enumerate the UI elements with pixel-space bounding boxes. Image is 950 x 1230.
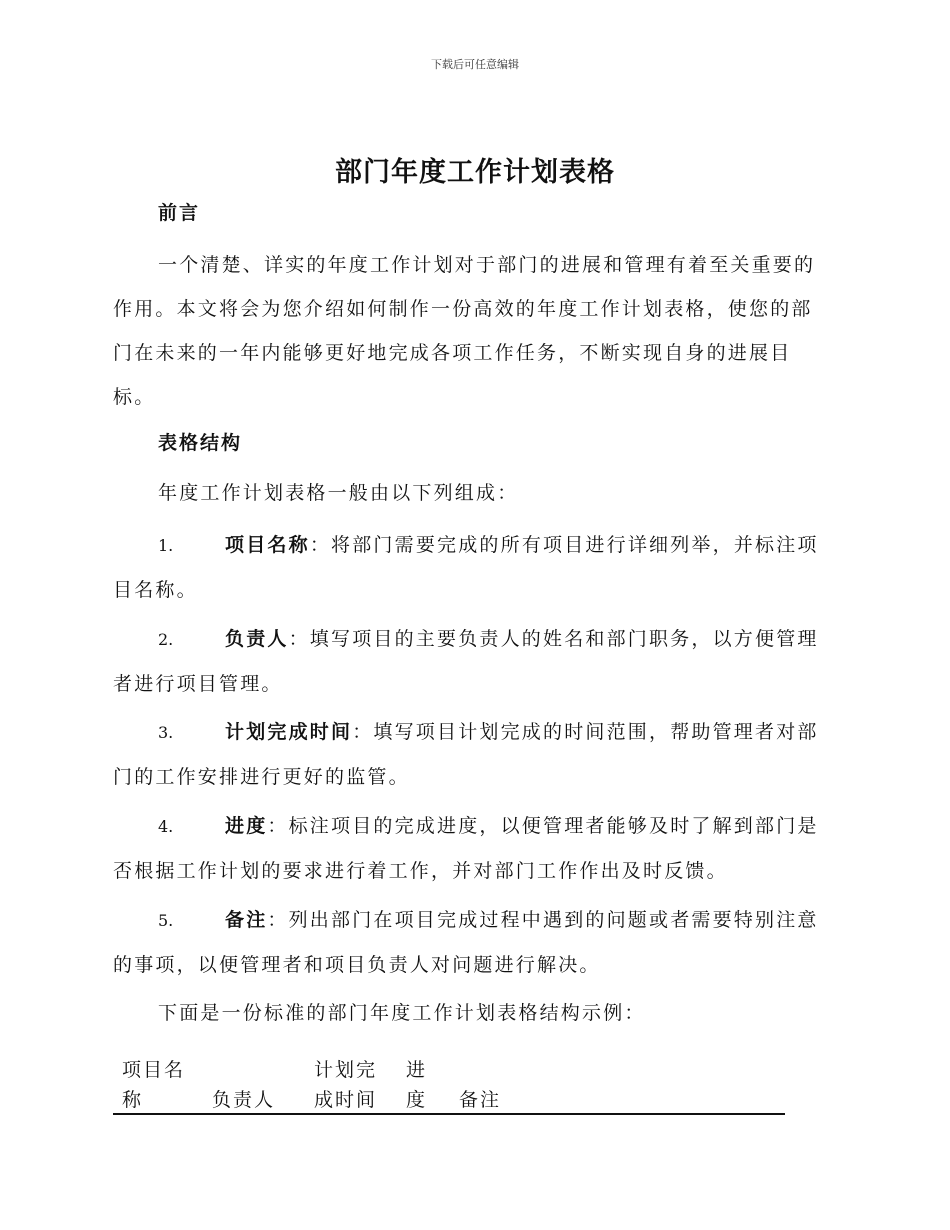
preface-paragraph: 一个清楚、详实的年度工作计划对于部门的进展和管理有着至关重要的作用。本文将会为您介绍如何制作一份高效的年度工作计划表格，使您的部门在未来的一年内能够更好地完成各项工作任务，不断实现自身的进展目标。: [113, 254, 816, 408]
list-desc: ：将部门需要完成的所有项目进行详细列举，并标注项目名称。: [113, 534, 819, 601]
list-item-remarks: [113, 898, 833, 987]
list-term: 进度: [225, 815, 268, 837]
list-desc: ：列出部门在项目完成过程中遇到的问题或者需要特别注意的事项，以便管理者和项目负责人对问题进行解决。: [113, 909, 819, 976]
table-header-remarks: 备注: [459, 1089, 502, 1111]
example-intro: 下面是一份标准的部门年度工作计划表格结构示例：: [158, 1002, 646, 1024]
list-term: 备注: [225, 909, 268, 931]
list-number: 2.: [158, 630, 174, 649]
list-item-progress: [113, 804, 833, 893]
list-item-project-name: [113, 523, 833, 612]
list-item-planned-time: [113, 710, 833, 799]
list-desc: ：标注项目的完成进度，以便管理者能够及时了解到部门是否根据工作计划的要求进行着工作，并对部门工作作出及时反馈。: [113, 815, 819, 882]
example-table-header: [113, 1053, 785, 1115]
list-item-owner: [113, 617, 833, 706]
structure-intro: 年度工作计划表格一般由以下列组成：: [158, 482, 519, 504]
table-header-progress: 进 度: [406, 1059, 428, 1111]
list-number: 5.: [158, 911, 174, 930]
table-header-project-name: 项目名 称: [122, 1059, 186, 1111]
list-term: 项目名称: [225, 534, 310, 556]
list-term: 计划完成时间: [225, 721, 353, 743]
document-title: 部门年度工作计划表格: [335, 157, 615, 188]
list-desc: ：填写项目计划完成的时间范围，帮助管理者对部门的工作安排进行更好的监管。: [113, 721, 819, 788]
page-header: 下载后可任意编辑: [431, 58, 519, 71]
list-number: 4.: [158, 817, 174, 836]
structure-heading: 表格结构: [158, 432, 243, 454]
list-desc: ：填写项目的主要负责人的姓名和部门职务，以方便管理者进行项目管理。: [113, 628, 819, 695]
preface-heading: 前言: [158, 202, 201, 224]
list-number: 1.: [158, 536, 174, 555]
list-term: 负责人: [225, 628, 289, 650]
list-number: 3.: [158, 723, 174, 742]
table-header-planned-time: 计划完 成时间: [314, 1059, 378, 1111]
table-header-owner: 负责人: [212, 1089, 276, 1111]
